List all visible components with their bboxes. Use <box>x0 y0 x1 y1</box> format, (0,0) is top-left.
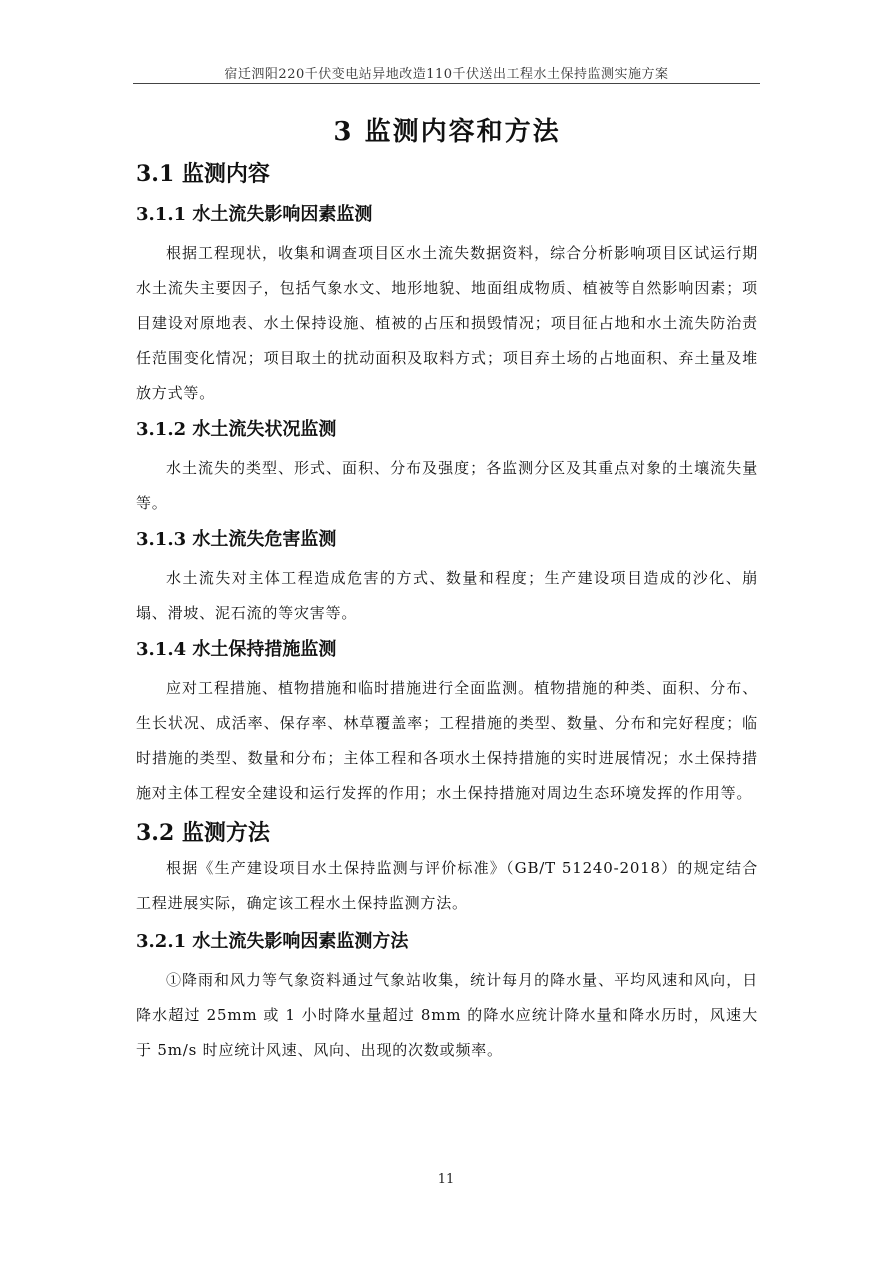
section-3-2-text: 根据《生产建设项目水土保持监测与评价标准》（GB/T 51240-2018）的规定结合工程进展实际，确定该工程水土保持监测方法。 <box>136 859 758 912</box>
header-divider <box>133 83 760 84</box>
section-3-1-1-title: 3.1.1 水土流失影响因素监测 <box>136 204 373 225</box>
chapter-title: 3 监测内容和方法 <box>333 117 561 147</box>
section-3-1-4-title: 3.1.4 水土保持措施监测 <box>136 639 337 660</box>
section-3-1-1-text: 根据工程现状，收集和调查项目区水土流失数据资料，综合分析影响项目区试运行期水土流失主要因子，包括气象水文、地形地貌、地面组成物质、植被等自然影响因素；项目建设对原地表、水土保持设施、植被的占压和损毁情况；项目征占地和水土流失防治责任范围变化情况；项目取土的扰动面积及取料方式；项目弃土场的占地面积、弃土量及堆放方式等。 <box>136 244 758 402</box>
section-3-1-2-text: 水土流失的类型、形式、面积、分布及强度；各监测分区及其重点对象的土壤流失量等。 <box>136 459 758 512</box>
section-3-2-title: 3.2 监测方法 <box>136 820 270 846</box>
page-number: 11 <box>437 1172 455 1187</box>
section-3-2-1-title: 3.2.1 水土流失影响因素监测方法 <box>136 931 409 952</box>
page-body <box>136 110 758 1068</box>
section-3-1-4-text: 应对工程措施、植物措施和临时措施进行全面监测。植物措施的种类、面积、分布、生长状况、成活率、保存率、林草覆盖率；工程措施的类型、数量、分布和完好程度；临时措施的类型、数量和分布；主体工程和各项水土保持措施的实时进展情况；水土保持措施对主体工程安全建设和运行发挥的作用；水土保持措施对周边生态环境发挥的作用等。 <box>136 679 758 802</box>
section-3-1-title: 3.1 监测内容 <box>136 161 270 187</box>
section-3-1-2-title: 3.1.2 水土流失状况监测 <box>136 419 337 440</box>
section-3-1-3-title: 3.1.3 水土流失危害监测 <box>136 529 337 550</box>
running-header: 宿迁泗阳220千伏变电站异地改造110千伏送出工程水土保持监测实施方案 <box>224 67 669 82</box>
section-3-1-3-text: 水土流失对主体工程造成危害的方式、数量和程度；生产建设项目造成的沙化、崩塌、滑坡、泥石流的等灾害等。 <box>136 569 758 622</box>
section-3-2-1-text: ①降雨和风力等气象资料通过气象站收集，统计每月的降水量、平均风速和风向，日降水超过 25mm 或 1 小时降水量超过 8mm 的降水应统计降水量和降水历时，风速大于 5m/s 时应统计风速、风向、出现的次数或频率。 <box>136 971 758 1059</box>
